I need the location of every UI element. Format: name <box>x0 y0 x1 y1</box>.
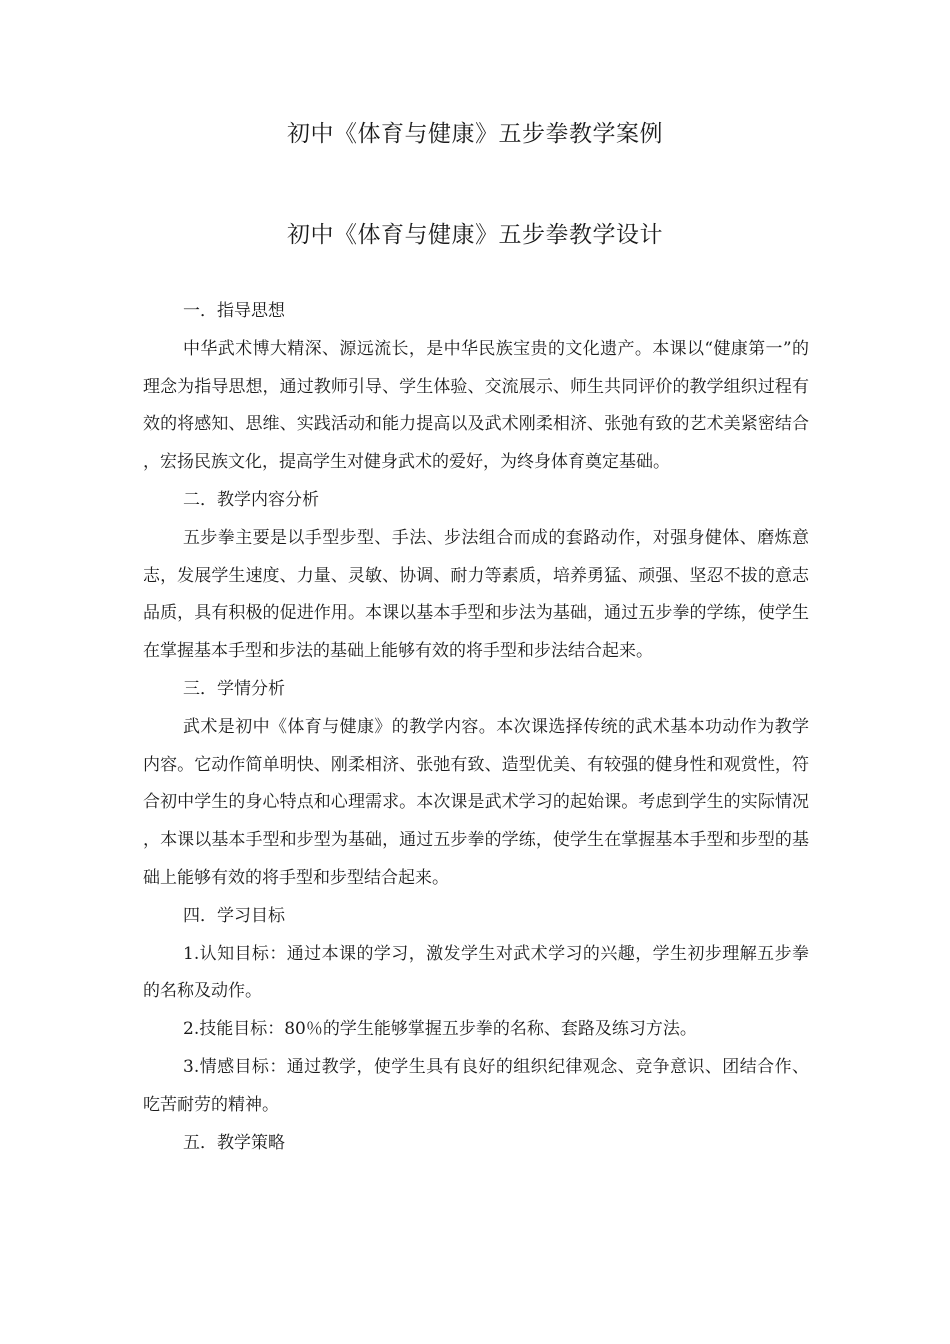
section-paragraph: 2.技能目标：80％的学生能够掌握五步拳的名称、套路及练习方法。 <box>183 1019 697 1040</box>
section-paragraph: 五步拳主要是以手型步型、手法、步法组合而成的套路动作，对强身健体、磨炼意志，发展学生速度、力量、灵敏、协调、耐力等素质，培养勇猛、顽强、坚忍不拔的意志品质，具有积极的促进作用。本课以基本手型和步法为基础，通过五步拳的学练，使学生在掌握基本手型和步法的基础上能够有效的将手型和步法结合起来。 <box>143 527 809 662</box>
document-body <box>143 293 809 1162</box>
section-paragraph: 1.认知目标：通过本课的学习，激发学生对武术学习的兴趣，学生初步理解五步拳的名称及动作。 <box>143 943 809 1002</box>
document-title: 初中《体育与健康》五步拳教学案例 <box>287 121 663 147</box>
section-paragraph: 中华武术博大精深、源远流长，是中华民族宝贵的文化遗产。本课以“健康第一”的理念为指导思想，通过教师引导、学生体验、交流展示、师生共同评价的教学组织过程有效的将感知、思维、实践活动和能力提高以及武术刚柔相济、张弛有致的艺术美紧密结合，宏扬民族文化，提高学生对健身武术的爱好，为终身体育奠定基础。 <box>143 338 809 473</box>
section-heading: 二．教学内容分析 <box>183 489 319 510</box>
section-paragraph: 3.情感目标：通过教学，使学生具有良好的组织纪律观念、竞争意识、团结合作、吃苦耐劳的精神。 <box>143 1056 809 1115</box>
section-heading: 一．指导思想 <box>183 301 285 321</box>
section-heading: 五．教学策略 <box>183 1132 285 1153</box>
document-subtitle: 初中《体育与健康》五步拳教学设计 <box>287 222 663 248</box>
section-paragraph: 武术是初中《体育与健康》的教学内容。本次课选择传统的武术基本功动作为教学内容。它动作简单明快、刚柔相济、张弛有致、造型优美、有较强的健身性和观赏性，符合初中学生的身心特点和心理需求。本次课是武术学习的起始课。考虑到学生的实际情况，本课以基本手型和步型为基础，通过五步拳的学练，使学生在掌握基本手型和步型的基础上能够有效的将手型和步型结合起来。 <box>143 716 809 888</box>
section-heading: 四．学习目标 <box>183 905 285 926</box>
section-heading: 三．学情分析 <box>183 678 285 699</box>
